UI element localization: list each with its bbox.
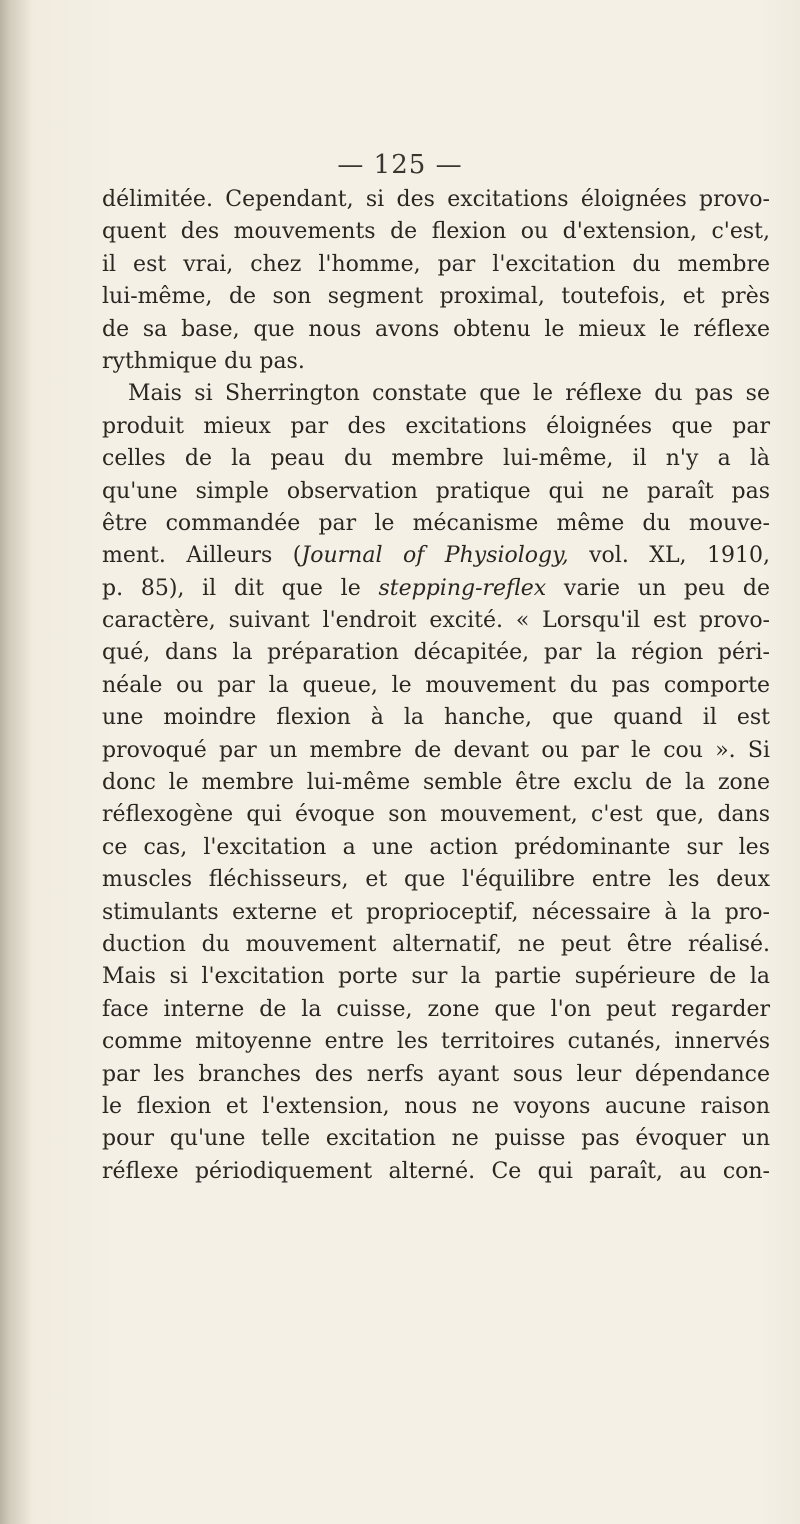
text-line: une moindre flexion à la hanche, que quand il est [102,705,770,731]
text-line: duction du mouvement alternatif, ne peut être réalisé. [102,931,770,957]
text-line: qu'une simple observation pratique qui ne paraît pas [102,478,770,504]
text-line: comme mitoyenne entre les territoires cutanés, innervés [102,1029,770,1055]
text-segment: ment. Ailleurs ( [102,543,302,569]
text-line: le flexion et l'extension, nous ne voyons aucune raison [102,1093,770,1119]
text-segment: varie un peu de [546,575,770,601]
text-line: muscles fléchisseurs, et que l'équilibre entre les deux [102,867,770,893]
text-line: face interne de la cuisse, zone que l'on peut regarder [102,996,770,1022]
text-line: délimitée. Cependant, si des excitations éloignées provo- [102,187,770,212]
text-line: réflexe périodiquement alterné. Ce qui paraît, au con- [102,1158,770,1184]
text-line: de sa base, que nous avons obtenu le mieux le réflexe [102,316,770,342]
page-number: — 125 — [337,150,463,180]
text-line: caractère, suivant l'endroit excité. « Lorsqu'il est provo- [102,608,770,634]
term-stepping-reflex: stepping-reflex [378,575,547,601]
text-line [102,573,770,605]
text-line: lui-même, de son segment proximal, toutefois, et près [102,284,770,310]
body-text [102,184,770,1188]
text-line: rythmique du pas. [102,348,305,374]
text-line: pour qu'une telle excitation ne puisse pas évoquer un [102,1126,770,1152]
text-line: celles de la peau du membre lui-même, il n'y a là [102,446,770,472]
text-line [102,540,770,572]
text-line: par les branches des nerfs ayant sous leur dépendance [102,1061,770,1087]
text-line: Mais si l'excitation porte sur la partie supérieure de la [102,964,770,990]
text-line: néale ou par la queue, le mouvement du pas comporte [102,672,770,698]
text-segment: p. 85), il dit que le [102,575,379,601]
text-line: Mais si Sherrington constate que le réflexe du pas se [128,381,770,407]
text-line: stimulants externe et proprioceptif, nécessaire à la pro- [102,899,770,925]
text-line: quent des mouvements de flexion ou d'extension, c'est, [102,219,770,245]
text-line: il est vrai, chez l'homme, par l'excitation du membre [102,251,770,277]
text-line: produit mieux par des excitations éloignées que par [102,413,770,439]
text-line: donc le membre lui-même semble être exclu de la zone [102,770,770,796]
journal-citation: Journal of Physiology, [301,543,569,569]
text-segment: vol. XL, 1910, [568,543,770,569]
text-line: être commandée par le mécanisme même du mouve- [102,510,770,536]
text-line: réflexogène qui évoque son mouvement, c'est que, dans [102,802,770,828]
text-line: qué, dans la préparation décapitée, par la région péri- [102,640,770,666]
binding-shadow [0,0,32,1524]
text-line: provoqué par un membre de devant ou par le cou ». Si [102,737,770,763]
text-line: ce cas, l'excitation a une action prédominante sur les [102,834,770,860]
